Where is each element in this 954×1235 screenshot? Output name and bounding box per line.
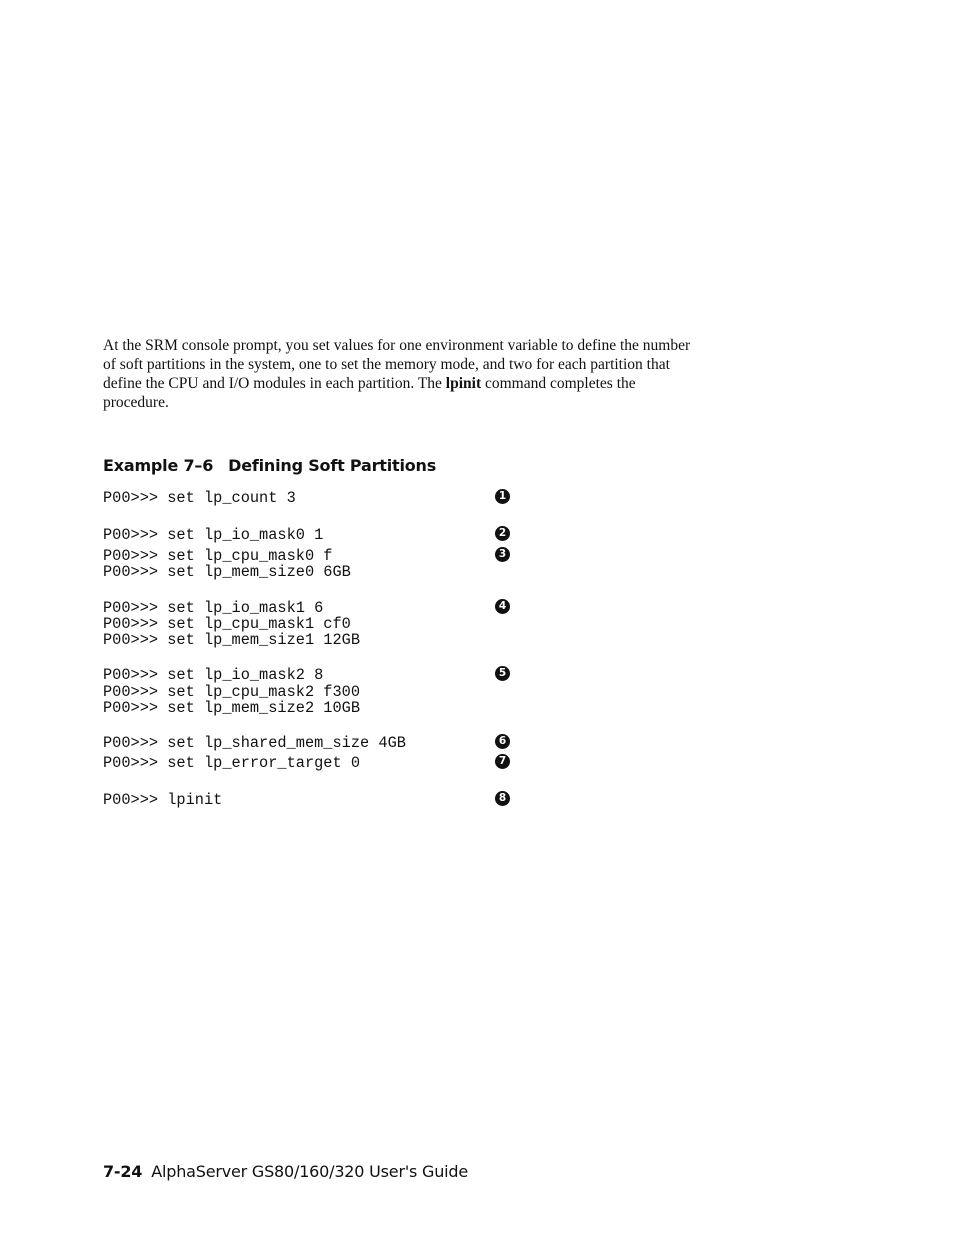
lpinit-command: lpinit <box>445 375 482 392</box>
code-line-error-target: P00>>> set lp_error_target 0 <box>103 754 361 772</box>
code-line-mem-size1: P00>>> set lp_mem_size1 12GB <box>103 631 361 649</box>
page-number: 7-24 <box>103 1162 143 1181</box>
guide-title: AlphaServer GS80/160/320 User's Guide <box>151 1162 469 1181</box>
callout-7-icon: 7 <box>495 754 510 769</box>
callout-1-icon: 1 <box>495 489 510 504</box>
callout-3-icon: 3 <box>495 547 510 562</box>
callout-4-icon: 4 <box>495 599 510 614</box>
example-number: Example 7–6 <box>103 456 214 475</box>
code-line-mem-size0: P00>>> set lp_mem_size0 6GB <box>103 563 351 581</box>
example-caption: Defining Soft Partitions <box>228 456 437 475</box>
code-line-io-mask2: P00>>> set lp_io_mask2 8 <box>103 666 324 684</box>
callout-5-icon: 5 <box>495 666 510 681</box>
intro-text-after: command completes the procedure. <box>103 375 636 411</box>
intro-text-before: At the SRM console prompt, you set values for one environment variable to define the number of soft partitions in the system, one to set the memory mode, and two for each partition that define the CPU and I/O modules in each partition. The <box>103 337 691 392</box>
code-line-shared-mem-size: P00>>> set lp_shared_mem_size 4GB <box>103 734 406 752</box>
code-line-lpinit: P00>>> lpinit <box>103 791 223 809</box>
callout-2-icon: 2 <box>495 526 510 541</box>
code-line-io-mask1: P00>>> set lp_io_mask1 6 <box>103 599 324 617</box>
code-line-cpu-mask1: P00>>> set lp_cpu_mask1 cf0 <box>103 615 351 633</box>
code-line-lp-count: P00>>> set lp_count 3 <box>103 489 296 507</box>
code-line-cpu-mask2: P00>>> set lp_cpu_mask2 f300 <box>103 683 361 701</box>
callout-6-icon: 6 <box>495 734 510 749</box>
code-line-cpu-mask0: P00>>> set lp_cpu_mask0 f <box>103 547 333 565</box>
code-line-io-mask0: P00>>> set lp_io_mask0 1 <box>103 526 324 544</box>
intro-paragraph <box>103 336 693 412</box>
page-footer <box>103 1162 468 1181</box>
code-line-mem-size2: P00>>> set lp_mem_size2 10GB <box>103 699 361 717</box>
callout-8-icon: 8 <box>495 791 510 806</box>
example-title <box>103 456 436 475</box>
